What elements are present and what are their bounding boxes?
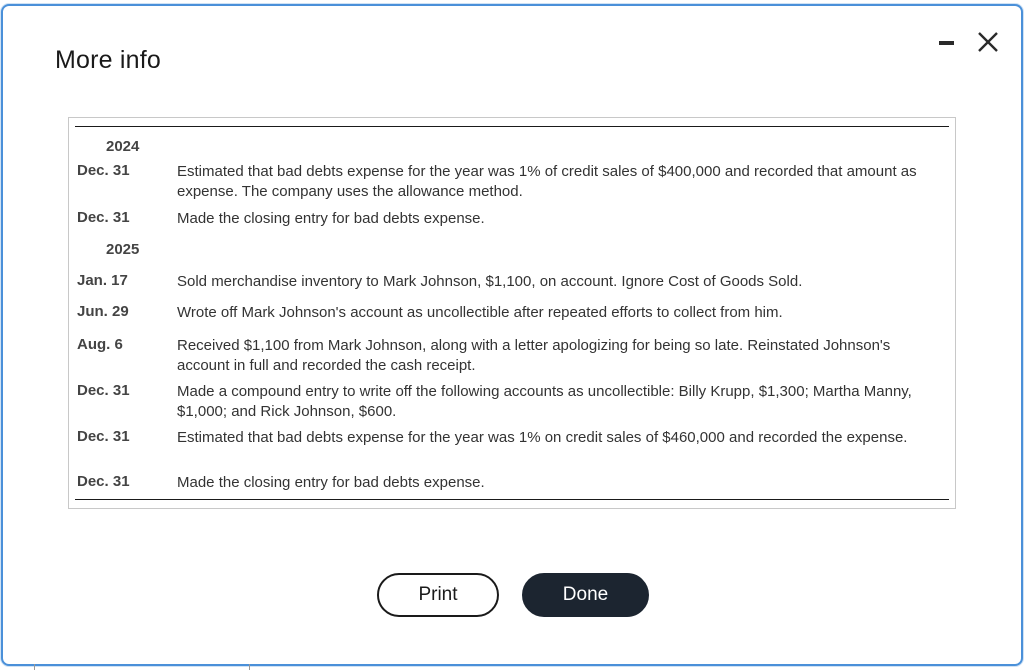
entry-date: Dec. 31: [77, 428, 130, 445]
print-button[interactable]: Print: [377, 573, 499, 617]
bottom-rule: [75, 499, 949, 500]
entry-date: Jan. 17: [77, 272, 128, 289]
entry-date: Dec. 31: [77, 473, 130, 490]
entry-description: Made the closing entry for bad debts expense.: [177, 210, 485, 227]
entry-description: Estimated that bad debts expense for the year was 1% on credit sales of $460,000 and recorded the expense.: [177, 429, 908, 446]
done-button[interactable]: Done: [522, 573, 649, 617]
minimize-icon: [935, 30, 959, 54]
close-button[interactable]: [976, 30, 1000, 54]
entry-description: Received $1,100 from Mark Johnson, along with a letter apologizing for being so late. Reinstated Johnson's account in full and recorded the cash receipt.: [177, 337, 891, 374]
entry-description: Made a compound entry to write off the following accounts as uncollectible: Billy Krupp, $1,300; Martha Manny, $1,000; and Rick Johnson, $600.: [177, 383, 912, 420]
entry-date: Aug. 6: [77, 336, 123, 353]
entry-date: Jun. 29: [77, 303, 129, 320]
entry-description: Made the closing entry for bad debts expense.: [177, 474, 485, 491]
info-content-panel: [68, 117, 956, 509]
entry-description: Estimated that bad debts expense for the year was 1% of credit sales of $400,000 and recorded that amount as expense. The company uses the allowance method.: [177, 163, 917, 200]
top-rule: [75, 126, 949, 127]
entry-date: Dec. 31: [77, 382, 130, 399]
year-heading: 2025: [106, 241, 140, 258]
entry-description: Wrote off Mark Johnson's account as uncollectible after repeated efforts to collect from him.: [177, 304, 783, 321]
more-info-dialog: [1, 4, 1023, 666]
dialog-title: More info: [55, 46, 162, 74]
entry-date: Dec. 31: [77, 209, 130, 226]
minimize-button[interactable]: [935, 30, 959, 54]
year-heading: 2024: [106, 138, 140, 155]
close-icon: [976, 30, 1000, 54]
background-window-edge: [34, 664, 250, 670]
entry-description: Sold merchandise inventory to Mark Johnson, $1,100, on account. Ignore Cost of Goods Sold.: [177, 273, 803, 290]
entry-date: Dec. 31: [77, 162, 130, 179]
